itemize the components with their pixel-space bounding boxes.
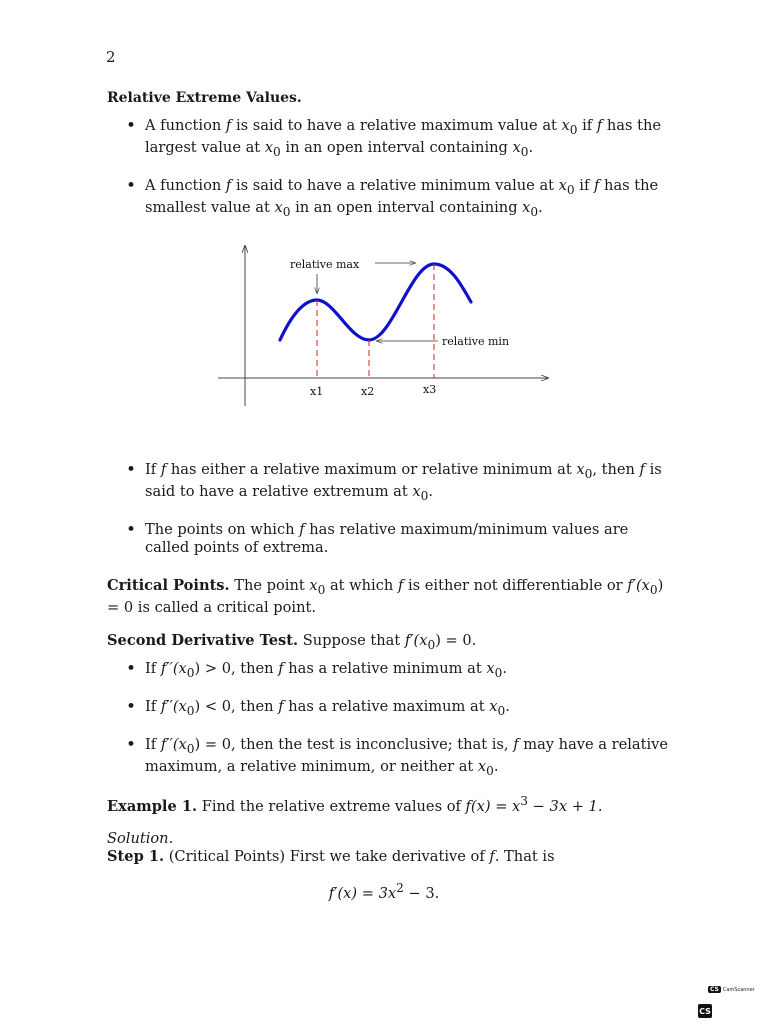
test-negative: • If $f''(x_0) < 0$, then f has a relative maximum at $x_0$. <box>125 698 670 720</box>
extrema-points-definition: • The points on which f has relative maximum/minimum values are called points of extrema. <box>125 521 670 557</box>
solution-label: Solution. <box>107 830 174 847</box>
test-inconclusive: • If $f''(x_0) = 0$, then the test is inconclusive; that is, f may have a relative maximum, a relative minimum, or neither at $x_0$. <box>125 736 670 780</box>
example-1: Example 1. Find the relative extreme values of $f(x) = x^3 - 3x + 1$. <box>107 794 603 815</box>
function-curve <box>280 264 471 340</box>
label-relative-max: relative max <box>290 258 360 271</box>
definition-list <box>125 117 670 221</box>
test-positive: • If $f''(x_0) > 0$, then f has a relative minimum at $x_0$. <box>125 660 670 682</box>
critical-points-paragraph: Critical Points. The point $x_0$ at which f is either not differentiable or $f'(x_0) = 0$ is called a critical point. <box>107 577 664 616</box>
definition-max: • A function f is said to have a relative maximum value at $x_0$ if f has the largest value at $x_0$ in an open interval containing $x_0$. <box>125 117 670 161</box>
tick-x2: x2 <box>361 385 375 398</box>
definition-min: • A function f is said to have a relative minimum value at $x_0$ if f has the smallest value at $x_0$ in an open interval containing $x_0$. <box>125 177 670 221</box>
second-derivative-list <box>125 660 670 780</box>
tick-x3: x3 <box>423 383 437 396</box>
section-heading: Relative Extreme Values. <box>107 90 302 106</box>
extrema-figure <box>218 238 553 410</box>
second-derivative-heading: Second Derivative Test. Suppose that $f'(x_0) = 0$. <box>107 632 477 652</box>
label-relative-min: relative min <box>442 335 510 348</box>
tick-x1: x1 <box>310 385 324 398</box>
scanner-brand: CamScanner <box>722 986 755 993</box>
extremum-definition: • If f has either a relative maximum or relative minimum at $x_0$, then f is said to have a relative extremum at $x_0$. <box>125 461 670 505</box>
step-1: Step 1. (Critical Points) First we take derivative of f. That is <box>107 848 555 865</box>
scanner-app-icon: CS <box>698 1004 712 1018</box>
extremum-list <box>125 461 670 557</box>
page-number: 2 <box>106 48 116 66</box>
scanner-logo-icon: CS <box>710 986 719 993</box>
derivative-formula: $f'(x) = 3x^2 - 3$. <box>328 881 440 902</box>
scanner-watermark <box>708 986 755 993</box>
